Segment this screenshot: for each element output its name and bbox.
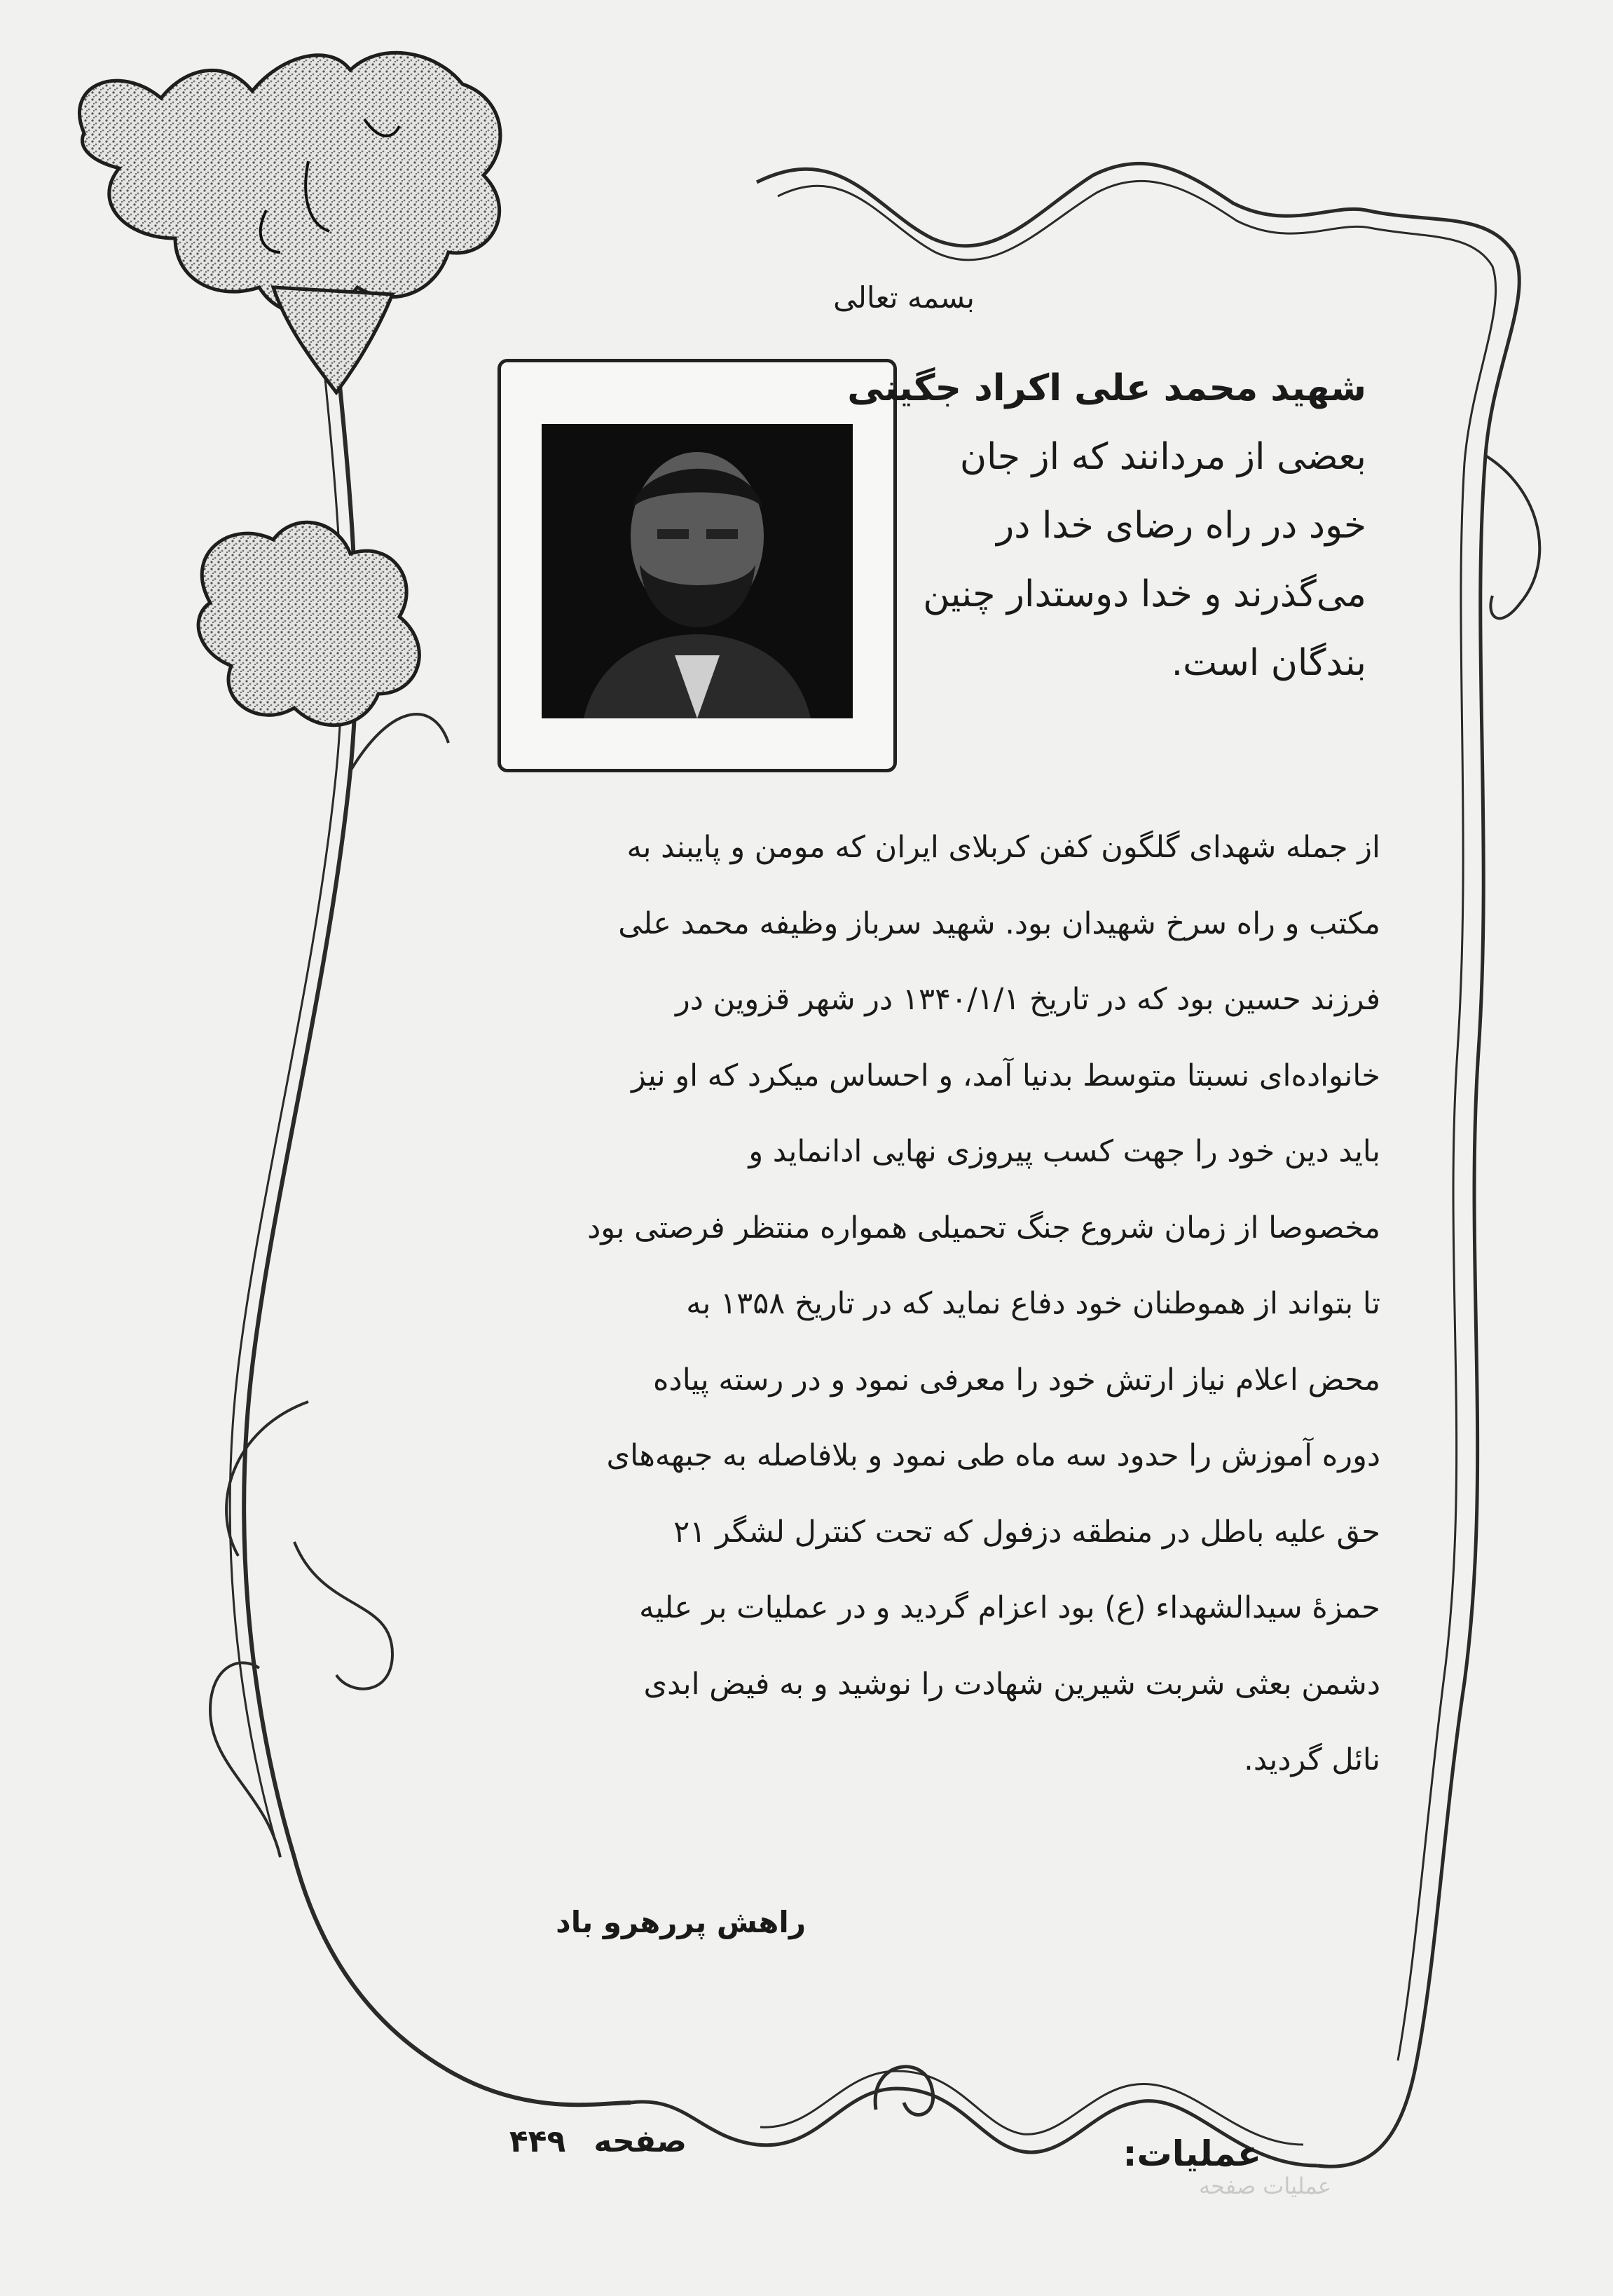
intro-line: بندگان است. bbox=[1171, 642, 1366, 684]
body-line: تا بتواند از هموطنان خود دفاع نماید که در تاریخ ۱۳۵۸ به bbox=[686, 1286, 1380, 1321]
body-line: مخصوصا از زمان شروع جنگ تحمیلی همواره منتظر فرصتی بود bbox=[587, 1210, 1380, 1245]
body-line: محض اعلام نیاز ارتش خود را معرفی نمود و در رسته پیاده bbox=[653, 1362, 1380, 1398]
flower-blossom bbox=[79, 53, 500, 725]
operations-label: عملیات: bbox=[1123, 2133, 1261, 2174]
biography-body bbox=[462, 809, 1380, 1798]
body-line: دوره آموزش را حدود سه ماه طی نمود و بلافاصله به جبهه‌های bbox=[606, 1438, 1380, 1473]
body-line: حمزهٔ سیدالشهداء (ع) بود اعزام گردید و در عملیات بر علیه bbox=[639, 1590, 1380, 1625]
closing-phrase: راهش پررهرو باد bbox=[556, 1905, 806, 1939]
body-line: خانواده‌ای نسبتا متوسط بدنیا آمد، و احساس میکرد که او نیز bbox=[631, 1058, 1380, 1093]
body-line: باید دین خود را جهت کسب پیروزی نهایی ادانماید و bbox=[748, 1134, 1380, 1169]
intro-line: بعضی از مردانند که از جان bbox=[959, 436, 1366, 478]
body-line: دشمن بعثی شربت شیرین شهادت را نوشید و به فیض ابدی bbox=[643, 1666, 1380, 1702]
intro-line: شهید محمد علی اکراد جگینی bbox=[847, 367, 1366, 409]
intro-paragraph bbox=[847, 354, 1366, 697]
body-line: فرزند حسین بود که در تاریخ ۱۳۴۰/۱/۱ در شهر قزوین در bbox=[675, 982, 1380, 1017]
body-line: حق علیه باطل در منطقه دزفول که تحت کنترل لشگر ۲۱ bbox=[673, 1514, 1380, 1550]
bleed-through-text: عملیات صفحه bbox=[1198, 2173, 1331, 2199]
portrait-photo bbox=[542, 424, 853, 718]
portrait-frame bbox=[497, 359, 897, 772]
page-label: صفحه bbox=[593, 2124, 687, 2159]
body-line: از جمله شهدای گلگون کفن کربلای ایران که مومن و پایبند به bbox=[626, 830, 1380, 865]
page-number: ۴۴۹ bbox=[509, 2124, 566, 2159]
bismillah-heading: بسمه تعالی bbox=[833, 280, 975, 315]
page-number-footer bbox=[406, 2124, 687, 2159]
body-line: نائل گردید. bbox=[1244, 1742, 1380, 1777]
intro-line: خود در راه رضای خدا در bbox=[996, 505, 1366, 547]
intro-line: می‌گذرند و خدا دوستدار چنین bbox=[923, 573, 1366, 615]
body-line: مکتب و راه سرخ شهیدان بود. شهید سرباز وظیفه محمد علی bbox=[618, 906, 1380, 941]
